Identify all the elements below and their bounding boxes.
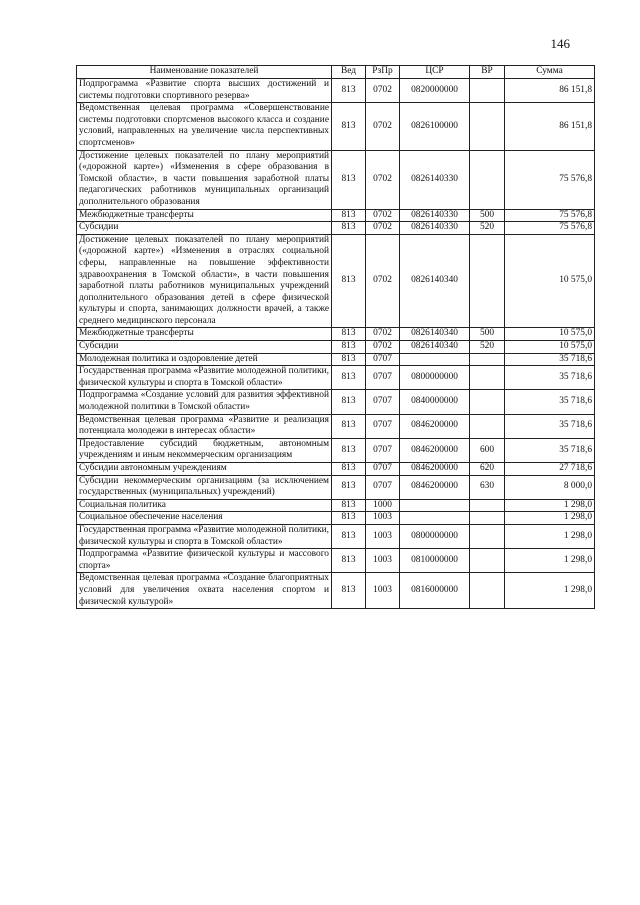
cell-rzpr: 0707 (366, 353, 400, 366)
cell-rzpr: 0707 (366, 390, 400, 414)
cell-ved: 813 (332, 524, 366, 548)
cell-rzpr: 0702 (366, 209, 400, 222)
cell-rzpr: 0702 (366, 103, 400, 150)
table-header-row (77, 66, 595, 79)
cell-vr (470, 103, 505, 150)
table-row (77, 414, 595, 438)
cell-name: Государственная программа «Развитие молодежной политики, физической культуры и спорта в Томской области» (77, 524, 332, 548)
cell-vr: 500 (470, 328, 505, 341)
table-row (77, 463, 595, 476)
cell-name: Молодежная политика и оздоровление детей (77, 353, 332, 366)
cell-sum: 10 575,0 (505, 328, 595, 341)
header-rzpr: РзПр (366, 66, 400, 79)
cell-ved: 813 (332, 150, 366, 209)
cell-name: Предоставление субсидий бюджетным, автономным учреждениям и иным некоммерческим организациям (77, 438, 332, 462)
cell-ved: 813 (332, 499, 366, 512)
table-row (77, 573, 595, 609)
table-row (77, 353, 595, 366)
cell-sum: 27 718,6 (505, 463, 595, 476)
cell-name: Субсидии автономным учреждениям (77, 463, 332, 476)
cell-csr: 0816000000 (400, 573, 470, 609)
header-name: Наименование показателей (77, 66, 332, 79)
cell-vr (470, 524, 505, 548)
cell-csr: 0800000000 (400, 524, 470, 548)
cell-sum: 75 576,8 (505, 222, 595, 235)
cell-csr: 0846200000 (400, 463, 470, 476)
cell-csr (400, 499, 470, 512)
header-ved: Вед (332, 66, 366, 79)
cell-ved: 813 (332, 234, 366, 328)
cell-ved: 813 (332, 222, 366, 235)
cell-sum: 35 718,6 (505, 414, 595, 438)
cell-vr (470, 512, 505, 525)
cell-sum: 35 718,6 (505, 366, 595, 390)
cell-csr: 0826140330 (400, 150, 470, 209)
cell-vr: 620 (470, 463, 505, 476)
cell-csr (400, 512, 470, 525)
cell-csr: 0846200000 (400, 475, 470, 499)
cell-vr: 520 (470, 341, 505, 354)
cell-csr: 0826140330 (400, 222, 470, 235)
cell-sum: 1 298,0 (505, 524, 595, 548)
cell-vr (470, 414, 505, 438)
table-row (77, 209, 595, 222)
cell-rzpr: 0707 (366, 366, 400, 390)
cell-sum: 1 298,0 (505, 573, 595, 609)
cell-ved: 813 (332, 573, 366, 609)
cell-name: Достижение целевых показателей по плану мероприятий («дорожной карте») «Изменения в отраслях социальной сферы, направленные на повышение эффективности здравоохранения в Томской области», в части повышения заработной платы работников муниципальных учреждений дополнительного образования детей в сфере физической культуры и спорта, занимающих должности врачей, а также среднего медицинского персонала (77, 234, 332, 328)
table-row (77, 341, 595, 354)
table-row (77, 524, 595, 548)
cell-rzpr: 1000 (366, 499, 400, 512)
table-row (77, 79, 595, 103)
cell-rzpr: 0702 (366, 341, 400, 354)
cell-ved: 813 (332, 438, 366, 462)
cell-csr: 0826140340 (400, 328, 470, 341)
cell-rzpr: 0702 (366, 234, 400, 328)
cell-sum: 35 718,6 (505, 438, 595, 462)
budget-table (76, 65, 595, 609)
table-row (77, 512, 595, 525)
cell-name: Ведомственная целевая программа «Совершенствование системы подготовки спортсменов высокого класса и создание условий, направленных на увеличение числа перспективных спортсменов» (77, 103, 332, 150)
cell-name: Подпрограмма «Развитие спорта высших достижений и системы подготовки спортивного резерва» (77, 79, 332, 103)
table-row (77, 103, 595, 150)
cell-ved: 813 (332, 103, 366, 150)
cell-ved: 813 (332, 475, 366, 499)
cell-name: Подпрограмма «Создание условий для развития эффективной молодежной политики в Томской области» (77, 390, 332, 414)
cell-name: Подпрограмма «Развитие физической культуры и массового спорта» (77, 549, 332, 573)
cell-vr (470, 150, 505, 209)
cell-rzpr: 1003 (366, 524, 400, 548)
cell-rzpr: 0702 (366, 328, 400, 341)
cell-csr: 0826140340 (400, 341, 470, 354)
cell-rzpr: 0702 (366, 79, 400, 103)
cell-sum: 35 718,6 (505, 353, 595, 366)
cell-csr: 0846200000 (400, 414, 470, 438)
cell-vr (470, 499, 505, 512)
header-vr: ВР (470, 66, 505, 79)
cell-csr: 0840000000 (400, 390, 470, 414)
table-row (77, 328, 595, 341)
table-row (77, 499, 595, 512)
cell-vr (470, 79, 505, 103)
cell-sum: 75 576,8 (505, 209, 595, 222)
cell-rzpr: 1003 (366, 549, 400, 573)
cell-sum: 10 575,0 (505, 234, 595, 328)
cell-csr: 0800000000 (400, 366, 470, 390)
cell-ved: 813 (332, 366, 366, 390)
cell-sum: 86 151,8 (505, 79, 595, 103)
cell-name: Субсидии некоммерческим организациям (за исключением государственных (муниципальных) учреждений) (77, 475, 332, 499)
cell-name: Государственная программа «Развитие молодежной политики, физической культуры и спорта в Томской области» (77, 366, 332, 390)
cell-name: Социальное обеспечение населения (77, 512, 332, 525)
cell-csr: 0846200000 (400, 438, 470, 462)
cell-vr (470, 353, 505, 366)
page-number: 146 (550, 36, 570, 51)
cell-name: Ведомственная целевая программа «Развитие и реализация потенциала молодежи в интересах области» (77, 414, 332, 438)
cell-name: Межбюджетные трансферты (77, 328, 332, 341)
cell-sum: 1 298,0 (505, 549, 595, 573)
cell-rzpr: 0702 (366, 150, 400, 209)
cell-name: Субсидии (77, 341, 332, 354)
cell-rzpr: 1003 (366, 573, 400, 609)
cell-sum: 75 576,8 (505, 150, 595, 209)
table-row (77, 549, 595, 573)
cell-name: Достижение целевых показателей по плану мероприятий («дорожной карте») «Изменения в сфере образования в Томской области», в части повышения заработной платы педагогических работников муниципальных организаций дополнительного образования (77, 150, 332, 209)
cell-name: Субсидии (77, 222, 332, 235)
cell-rzpr: 0707 (366, 414, 400, 438)
cell-ved: 813 (332, 414, 366, 438)
cell-csr: 0810000000 (400, 549, 470, 573)
header-sum: Сумма (505, 66, 595, 79)
table-row (77, 438, 595, 462)
cell-ved: 813 (332, 341, 366, 354)
cell-csr: 0826140330 (400, 209, 470, 222)
cell-csr: 0826100000 (400, 103, 470, 150)
cell-rzpr: 1003 (366, 512, 400, 525)
cell-vr (470, 573, 505, 609)
cell-ved: 813 (332, 328, 366, 341)
cell-name: Социальная политика (77, 499, 332, 512)
cell-sum: 10 575,0 (505, 341, 595, 354)
table-row (77, 234, 595, 328)
cell-vr: 630 (470, 475, 505, 499)
cell-csr: 0820000000 (400, 79, 470, 103)
cell-vr: 500 (470, 209, 505, 222)
cell-sum: 1 298,0 (505, 499, 595, 512)
cell-rzpr: 0707 (366, 475, 400, 499)
cell-name: Межбюджетные трансферты (77, 209, 332, 222)
cell-rzpr: 0707 (366, 438, 400, 462)
cell-vr (470, 234, 505, 328)
header-csr: ЦСР (400, 66, 470, 79)
cell-vr (470, 549, 505, 573)
table-row (77, 390, 595, 414)
cell-vr (470, 390, 505, 414)
cell-name: Ведомственная целевая программа «Создание благоприятных условий для увеличения охвата населения спортом и физической культурой» (77, 573, 332, 609)
cell-ved: 813 (332, 512, 366, 525)
cell-ved: 813 (332, 463, 366, 476)
cell-sum: 35 718,6 (505, 390, 595, 414)
cell-ved: 813 (332, 353, 366, 366)
cell-sum: 8 000,0 (505, 475, 595, 499)
cell-csr: 0826140340 (400, 234, 470, 328)
cell-ved: 813 (332, 390, 366, 414)
cell-csr (400, 353, 470, 366)
cell-sum: 86 151,8 (505, 103, 595, 150)
cell-rzpr: 0707 (366, 463, 400, 476)
cell-vr: 520 (470, 222, 505, 235)
cell-ved: 813 (332, 209, 366, 222)
table-row (77, 366, 595, 390)
cell-rzpr: 0702 (366, 222, 400, 235)
table-row (77, 222, 595, 235)
cell-vr: 600 (470, 438, 505, 462)
cell-ved: 813 (332, 549, 366, 573)
table-row (77, 475, 595, 499)
cell-vr (470, 366, 505, 390)
cell-ved: 813 (332, 79, 366, 103)
cell-sum: 1 298,0 (505, 512, 595, 525)
table-row (77, 150, 595, 209)
